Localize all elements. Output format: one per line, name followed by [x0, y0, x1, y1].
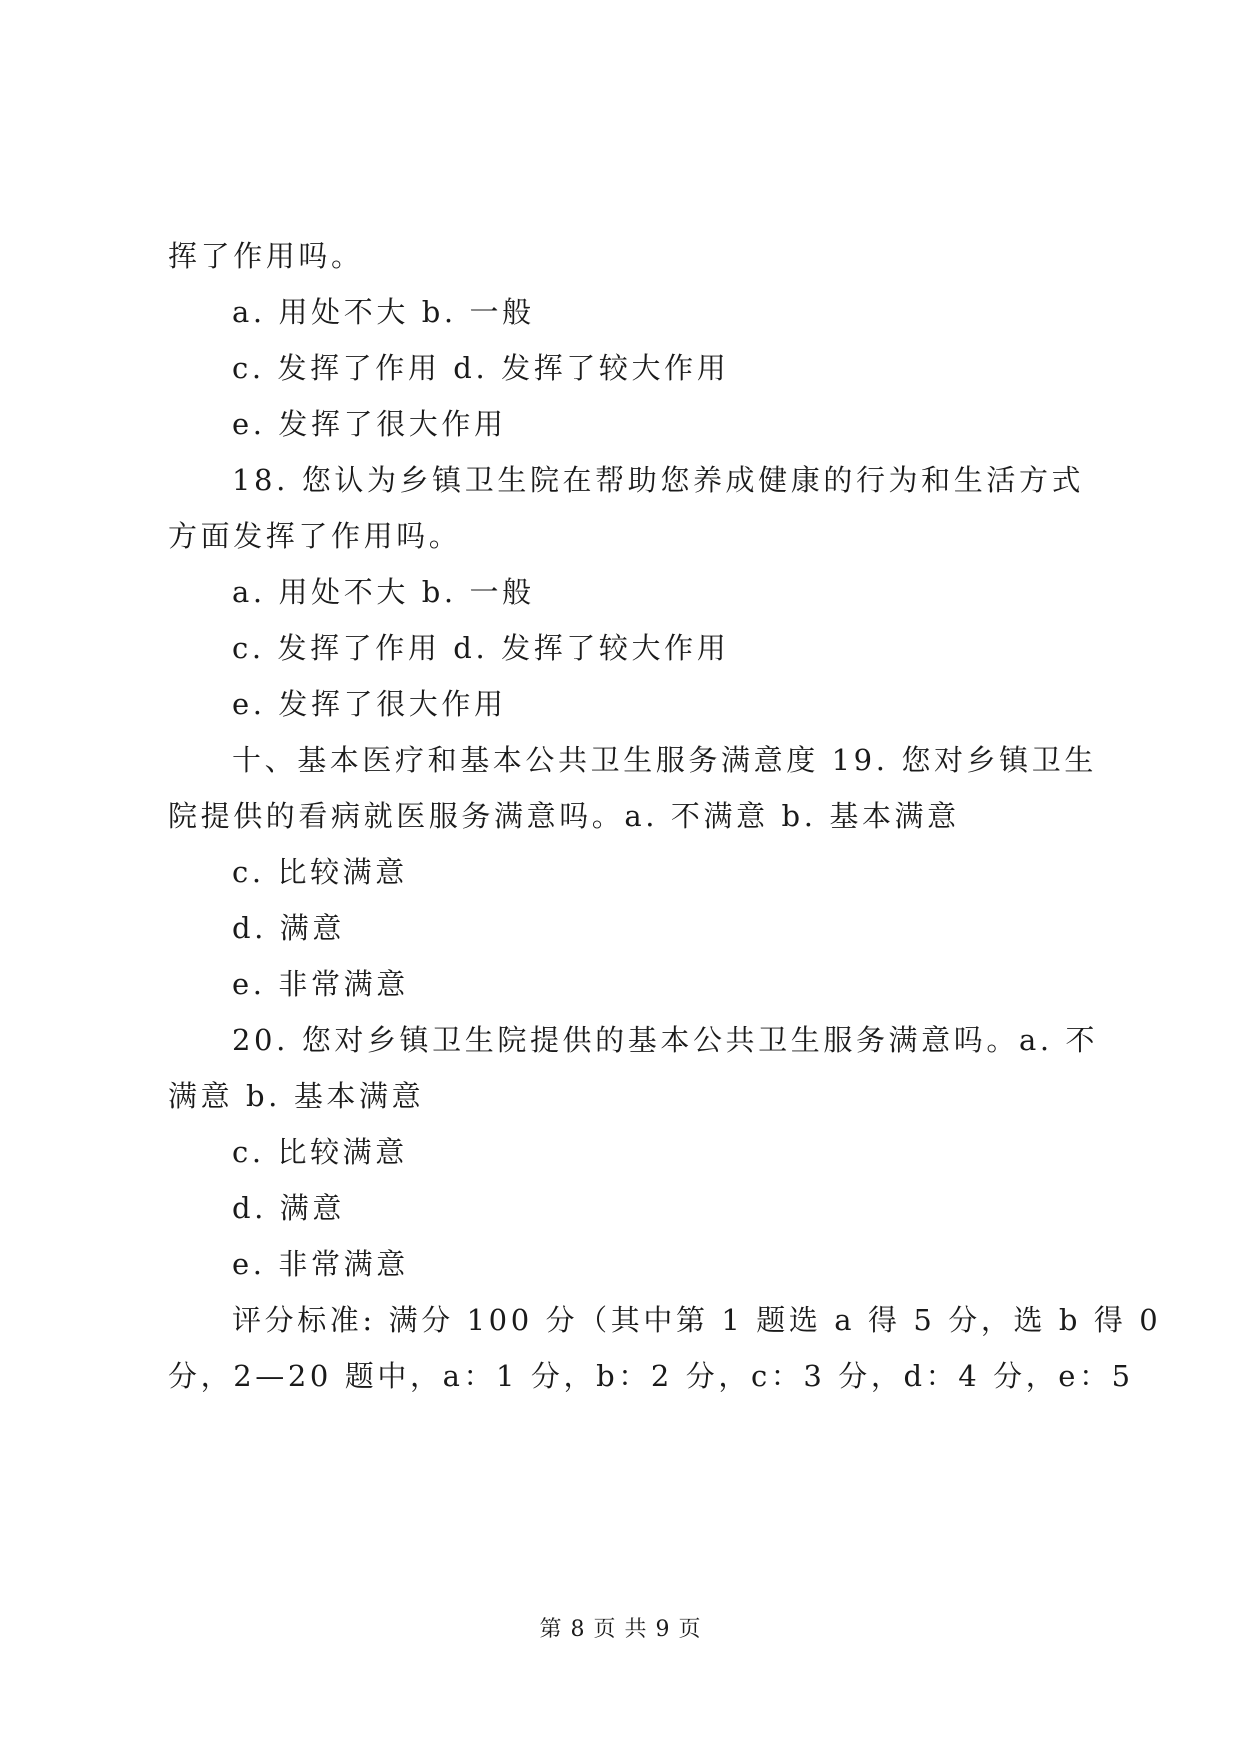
question-20: 20. 您对乡镇卫生院提供的基本公共卫生服务满意吗。a. 不	[232, 1023, 1099, 1057]
option-line: e. 非常满意	[232, 967, 409, 1001]
option-line: c. 发挥了作用 d. 发挥了较大作用	[232, 631, 730, 665]
question-18: 18. 您认为乡镇卫生院在帮助您养成健康的行为和生活方式	[232, 463, 1085, 497]
option-line: d. 满意	[232, 1191, 346, 1225]
text-line: 满意 b. 基本满意	[168, 1079, 425, 1113]
option-line: c. 比较满意	[232, 1135, 408, 1169]
section-heading-10: 十、基本医疗和基本公共卫生服务满意度 19. 您对乡镇卫生	[232, 743, 1097, 777]
text-line: 分，2—20 题中，a：1 分，b：2 分，c：3 分，d：4 分，e：5	[168, 1359, 1134, 1393]
option-line: d. 满意	[232, 911, 346, 945]
option-line: e. 发挥了很大作用	[232, 687, 507, 721]
scoring-criteria: 评分标准: 满分 100 分（其中第 1 题选 a 得 5 分，选 b 得 0	[232, 1303, 1162, 1337]
option-line: e. 非常满意	[232, 1247, 409, 1281]
option-line: c. 比较满意	[232, 855, 408, 889]
option-line: e. 发挥了很大作用	[232, 407, 507, 441]
option-line: a. 用处不大 b. 一般	[232, 295, 535, 329]
option-line: c. 发挥了作用 d. 发挥了较大作用	[232, 351, 730, 385]
text-line: 挥了作用吗。	[168, 239, 364, 273]
text-line: 方面发挥了作用吗。	[168, 519, 462, 553]
text-line: 院提供的看病就医服务满意吗。a. 不满意 b. 基本满意	[168, 799, 960, 833]
page-number-footer: 第 8 页 共 9 页	[539, 1617, 702, 1642]
option-line: a. 用处不大 b. 一般	[232, 575, 535, 609]
